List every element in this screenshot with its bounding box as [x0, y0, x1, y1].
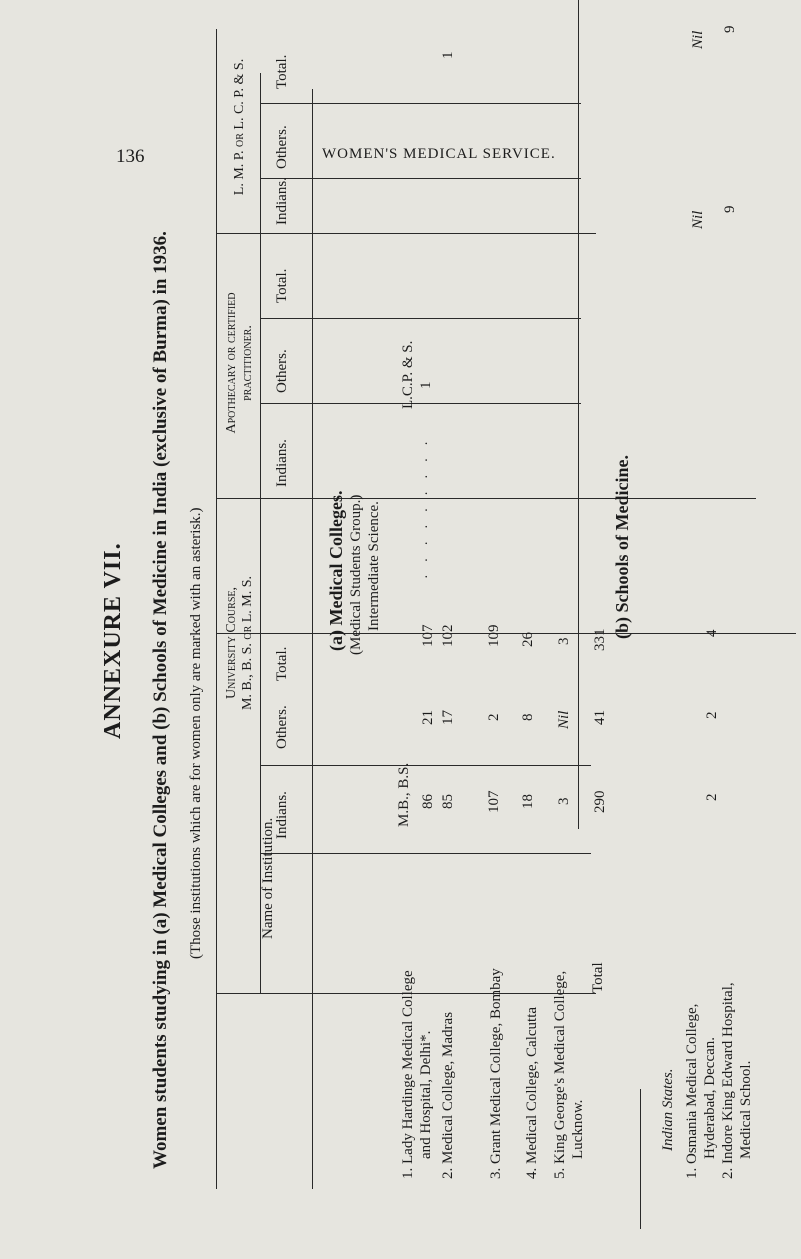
lcps-label: L.C.P. & S. — [400, 340, 416, 409]
row-2-lmp-total: 1 — [440, 51, 456, 59]
running-head: WOMEN'S MEDICAL SERVICE. — [322, 146, 556, 162]
row-b1-uc-total: 4 — [704, 629, 720, 637]
table-note: (Those institutions which are for women only are marked with an asterisk.) — [188, 507, 204, 959]
rule-lmp-mid1 — [261, 318, 581, 319]
rule-group3-sub — [260, 633, 261, 993]
group-lmp-lcps: L. M. P. or L. C. P. & S. — [232, 58, 247, 196]
uc-others-header: Others. — [274, 705, 290, 749]
group-apothecary: Apothecary or certified practitioner. — [224, 292, 255, 434]
rule-uc-mid2 — [261, 853, 591, 854]
uc-total-header: Total. — [274, 646, 290, 681]
apo-indians-header: Indians. — [274, 439, 290, 487]
row-5-uc-indians: 3 — [556, 797, 572, 805]
indian-states-label: Indian States. — [660, 1068, 676, 1151]
row-1-name: 1. Lady Hardinge Medical College — [400, 970, 416, 1179]
row-5-uc-others: Nil — [556, 710, 572, 729]
row-b2-lmp-total: 9 — [722, 25, 738, 33]
row-4-uc-indians: 18 — [520, 794, 536, 809]
row-b1-name: 1. Osmania Medical College, — [684, 1003, 700, 1179]
total-uc-others: 41 — [592, 710, 608, 725]
row-1-uc-total: 107 — [420, 624, 436, 647]
row-b1-uc-indians: 2 — [704, 793, 720, 801]
row-2-uc-others: 17 — [440, 710, 456, 725]
row-1-dots: ········· — [420, 429, 435, 579]
row-b1-lmp-indians: Nil — [690, 210, 706, 229]
row-b2-name: 2. Indore King Edward Hospital, — [720, 982, 736, 1179]
row-5-name-cont: Lucknow. — [570, 1099, 586, 1159]
total-uc-total: 331 — [592, 628, 608, 651]
rule-uc-mid1 — [261, 765, 591, 766]
row-3-name: 3. Grant Medical College, Bombay — [488, 968, 504, 1179]
row-4-uc-total: 26 — [520, 632, 536, 647]
annexure-title: ANNEXURE VII. — [100, 542, 126, 739]
row-2-uc-total: 102 — [440, 624, 456, 647]
section-a-subtitle: (Medical Students Group.) — [348, 494, 364, 655]
rule-total-line — [578, 0, 579, 829]
row-1-name-cont: and Hospital, Delhi*. — [418, 1030, 434, 1159]
row-1-uc-others: 21 — [420, 710, 436, 725]
row-5-name: 5. King George's Medical College, — [552, 970, 568, 1179]
rule-apo-mid1 — [261, 103, 581, 104]
lmp-indians-header: Indians. — [274, 177, 290, 225]
section-a-intermediate: Intermediate Science. — [366, 501, 382, 631]
lmp-others-header: Others. — [274, 125, 290, 169]
row-4-name: 4. Medical College, Calcutta — [524, 1006, 540, 1179]
rule-lmp-mid2 — [261, 178, 581, 179]
row-3-uc-indians: 107 — [486, 790, 502, 813]
rule-apo-mid2 — [261, 403, 581, 404]
row-b1-name-cont: Hyderabad, Deccan. — [702, 1036, 718, 1159]
lmp-total-header: Total. — [274, 54, 290, 89]
name-of-institution-header: Name of Institution. — [260, 817, 276, 939]
total-uc-indians: 290 — [592, 790, 608, 813]
row-3-uc-total: 109 — [486, 624, 502, 647]
rule-top — [216, 29, 217, 1189]
apo-total-header: Total. — [274, 268, 290, 303]
apo-others-header: Others. — [274, 349, 290, 393]
section-b-title: (b) Schools of Medicine. — [612, 455, 632, 639]
mbbs-label: M.B., B.S. — [396, 762, 412, 827]
row-2-uc-indians: 85 — [440, 794, 456, 809]
rule-section-b — [640, 1089, 641, 1229]
row-b2-name-cont: Medical School. — [738, 1060, 754, 1159]
row-1-uc-indians: 86 — [420, 794, 436, 809]
row-4-uc-others: 8 — [520, 713, 536, 721]
rule-group1-left — [216, 498, 756, 499]
rule-group2-sub — [260, 73, 261, 433]
row-b2-lmp-indians: 9 — [722, 205, 738, 213]
uc-indians-header: Indians. — [274, 791, 290, 839]
section-a-title: (a) Medical Colleges. — [326, 490, 346, 651]
row-2-name: 2. Medical College, Madras — [440, 1011, 456, 1179]
page-number: 136 — [116, 146, 145, 167]
row-5-uc-total: 3 — [556, 637, 572, 645]
group-university-course: University Course, M. B., B. S. or L. M. S. — [224, 575, 255, 711]
row-2-lmp-indians: 1 — [418, 381, 434, 389]
table-heading: Women students studying in (a) Medical Colleges and (b) Schools of Medicine in India (exclusive of Burma) in 1936. — [150, 231, 171, 1169]
row-3-uc-others: 2 — [486, 713, 502, 721]
total-label: Total — [590, 962, 606, 993]
row-b1-uc-others: 2 — [704, 711, 720, 719]
rule-header-bottom — [312, 89, 313, 1189]
row-b1-lmp-total: Nil — [690, 30, 706, 49]
rule-group2-left — [216, 233, 596, 234]
